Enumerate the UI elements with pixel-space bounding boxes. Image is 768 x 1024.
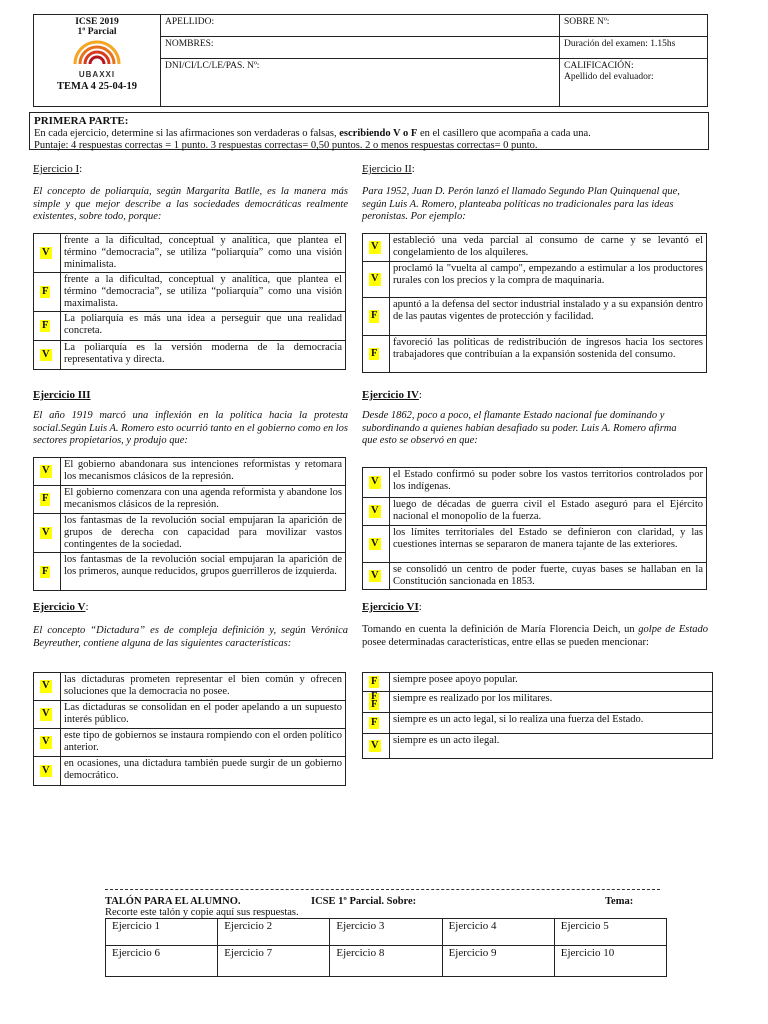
ej6-prompt-c: posee determinadas características, entre ellas se pueden mencionar: xyxy=(362,636,649,648)
talon-sobre: ICSE 1º Parcial. Sobre: xyxy=(311,896,417,907)
ej5-mark-3: V xyxy=(42,736,50,748)
ej6-option-3: siempre es un acto legal, si lo realiza una fuerza del Estado. xyxy=(390,713,713,734)
talon-cell-4[interactable]: Ejercicio 4 xyxy=(442,919,554,946)
dni-field[interactable] xyxy=(161,59,560,107)
ej6-mark-3: F xyxy=(371,716,378,728)
ej4-option-4: se consolidó un centro de poder fuerte, cuyas bases se hallaban en la Constitución sancionada en 1853. xyxy=(390,563,707,590)
ej6-mark-2b: F xyxy=(371,699,378,711)
ej6-options xyxy=(362,672,713,759)
primera-parte-title: PRIMERA PARTE: xyxy=(34,115,129,127)
logo-text: UBAXXI xyxy=(78,69,116,79)
talon-instructions: Recorte este talón y copie aquí sus respuestas. xyxy=(105,907,299,918)
ej2-option-4: favoreció las políticas de redistribución de ingresos hacia los sectores trabajadores que contribuían a la expansión sostenida del consumo. xyxy=(390,336,707,373)
sobre-field[interactable] xyxy=(560,15,708,37)
ej6-prompt-a: Tomando en cuenta la definición de María Florencia Deich, un xyxy=(362,624,639,635)
ej5-options xyxy=(33,672,346,786)
ej1-title xyxy=(33,163,82,176)
ej3-title xyxy=(33,389,91,402)
talon-cell-6[interactable]: Ejercicio 6 xyxy=(106,946,218,977)
calificacion-label: CALIFICACIÓN: xyxy=(564,61,634,72)
ej1-answer-2[interactable] xyxy=(34,273,61,312)
ej1-option-2: frente a la dificultad, conceptual y analítica, que plantea el término “democracia”, se utiliza “poliarquía” como una visión maximalista. xyxy=(61,273,346,312)
ej4-option-1: el Estado confirmó su poder sobre los vastos territorios controlados por los indígenas. xyxy=(390,468,707,498)
ej5-answer-3[interactable] xyxy=(34,729,61,757)
exam-label: 1º Parcial xyxy=(77,27,117,38)
ej4-title xyxy=(362,389,422,402)
ej3-mark-1: V xyxy=(42,465,50,477)
ej5-option-1: las dictaduras prometen representar el bien común y ofrecen soluciones que la democracia no posee. xyxy=(61,673,346,701)
talon-cell-1[interactable]: Ejercicio 1 xyxy=(106,919,218,946)
apellido-field[interactable] xyxy=(161,15,560,37)
ej6-title xyxy=(362,601,422,614)
instr-text-a: En cada ejercicio, determine si las afirmaciones son verdaderas o falsas, xyxy=(34,127,340,139)
ej2-title-text: Ejercicio II xyxy=(362,163,412,175)
ej1-options xyxy=(33,233,346,370)
calificacion-cell xyxy=(560,59,708,107)
ej5-answer-1[interactable] xyxy=(34,673,61,701)
ej2-option-2: proclamó la "vuelta al campo", empezando a estimular a los productores rurales con los precios y la compra de maquinaria. xyxy=(390,262,707,298)
header-table xyxy=(33,14,708,107)
ej5-colon: : xyxy=(85,601,89,613)
ej4-answer-2[interactable] xyxy=(363,498,390,526)
ej3-answer-4[interactable] xyxy=(34,553,61,591)
ej5-answer-2[interactable] xyxy=(34,701,61,729)
ej2-mark-2: V xyxy=(371,273,379,285)
ej6-mark-4: V xyxy=(371,739,379,751)
ej4-option-3: los límites territoriales del Estado se definieron con claridad, y las cuestiones internas se separaron de manera tajante de las exteriores. xyxy=(390,526,707,563)
nombres-label: NOMBRES: xyxy=(165,39,214,50)
tema-label: TEMA 4 25-04-19 xyxy=(57,80,137,92)
duracion-cell xyxy=(560,37,708,59)
duracion-label: Duración del examen: 1.15hs xyxy=(564,39,676,50)
ej4-mark-2: V xyxy=(371,505,379,517)
ej2-mark-4: F xyxy=(371,347,378,359)
talon-cell-5[interactable]: Ejercicio 5 xyxy=(554,919,666,946)
primera-parte-box xyxy=(29,112,709,150)
ej1-colon: : xyxy=(79,163,83,175)
ej4-answer-3[interactable] xyxy=(363,526,390,563)
ej5-option-2: Las dictaduras se consolidan en el poder apelando a un supuesto interés público. xyxy=(61,701,346,729)
ej6-prompt-b: golpe de Estado xyxy=(638,624,709,635)
ej2-colon: : xyxy=(411,163,415,175)
ej1-option-1: frente a la dificultad, conceptual y analítica, que plantea el término “democracia”, se utiliza “poliarquía” como una visión minimalista. xyxy=(61,234,346,273)
ej2-title xyxy=(362,163,415,176)
ej1-mark-1: V xyxy=(42,247,50,259)
ej6-prompt xyxy=(362,624,708,649)
ej5-mark-4: V xyxy=(42,764,50,776)
ej6-title-text: Ejercicio VI xyxy=(362,601,419,613)
talon-cell-7[interactable]: Ejercicio 7 xyxy=(218,946,330,977)
sobre-label: SOBRE Nº: xyxy=(564,17,610,27)
ej3-mark-3: V xyxy=(42,527,50,539)
talon-cell-10[interactable]: Ejercicio 10 xyxy=(554,946,666,977)
ej3-answer-2[interactable] xyxy=(34,486,61,514)
ej2-mark-1: V xyxy=(371,241,379,253)
dni-label: DNI/CI/LC/LE/PAS. Nº: xyxy=(165,61,260,72)
ej4-title-text: Ejercicio IV xyxy=(362,389,419,401)
ej3-mark-2: F xyxy=(42,493,49,505)
instr-text-c: en el casillero que acompaña a cada una. xyxy=(417,127,591,139)
talon-cell-3[interactable]: Ejercicio 3 xyxy=(330,919,442,946)
ej2-options xyxy=(362,233,707,373)
ej5-mark-1: V xyxy=(42,680,50,692)
ej1-answer-3[interactable] xyxy=(34,312,61,341)
ej5-prompt: El concepto “Dictadura” es de compleja definición y, según Verónica Beyreuther, contiene alguna de las siguientes características: xyxy=(33,625,348,649)
ej6-mark-1: F xyxy=(371,675,378,687)
ej2-answer-4[interactable] xyxy=(363,336,390,373)
ej4-option-2: luego de décadas de guerra civil el Estado aseguró para el Ejército nacional el monopolio de la fuerza. xyxy=(390,498,707,526)
ej4-colon: : xyxy=(418,389,422,401)
ej1-prompt: El concepto de poliarquía, según Margarita Batlle, es la manera más simple y que mejor describe a las sociedades democráticas realmente existentes, sobre todo, porque: xyxy=(33,186,348,223)
ej2-answer-1[interactable] xyxy=(363,234,390,262)
ej6-mark-2a: F xyxy=(371,690,378,702)
cut-line xyxy=(105,889,660,890)
ej3-option-1: El gobierno abandonara sus intenciones reformistas y retomara los mecanismos clásicos de la represión. xyxy=(61,458,346,486)
ej1-option-4: La poliarquía es la versión moderna de la democracia representativa y directa. xyxy=(61,341,346,370)
course-label: ICSE 2019 xyxy=(75,17,119,27)
ej4-mark-4: V xyxy=(371,570,379,582)
ej3-prompt: El año 1919 marcó una inflexión en la política hacia la protesta social.Según Luis A. Romero esto ocurrió tanto en el gobierno como en los sectores propietarios, y produjo que: xyxy=(33,410,348,447)
ej4-prompt: Desde 1862, poco a poco, el flamante Estado nacional fue dominando y subordinando a quienes habían desafiado su poder. Luis A. Romero afirma que esto se observó en que: xyxy=(362,410,677,447)
ej6-colon: : xyxy=(418,601,422,613)
talon-table xyxy=(105,918,667,977)
instr-text-b: escribiendo V o F xyxy=(339,127,418,139)
ej3-options xyxy=(33,457,346,591)
ej1-option-3: La poliarquía es más una idea a perseguir que una realidad concreta. xyxy=(61,312,346,341)
ej5-option-3: este tipo de gobiernos se instaura rompiendo con el orden político anterior. xyxy=(61,729,346,757)
apellido-label: APELLIDO: xyxy=(165,17,215,27)
ej1-mark-4: V xyxy=(42,349,50,361)
ej3-option-3: los fantasmas de la revolución social empujaran la aparición de grupos de derecha con capacidad para movilizar vastos contingentes de la sociedad. xyxy=(61,514,346,553)
ej1-mark-2: F xyxy=(42,286,49,298)
ej4-mark-1: V xyxy=(371,476,379,488)
ej6-option-4: siempre es un acto ilegal. xyxy=(390,734,713,759)
ej5-title xyxy=(33,601,89,614)
ej4-answer-1[interactable] xyxy=(363,468,390,498)
ej3-answer-1[interactable] xyxy=(34,458,61,486)
ej6-answer-4[interactable] xyxy=(363,734,390,759)
ej2-option-1: estableció una veda parcial al consumo de carne y se levantó el congelamiento de los alquileres. xyxy=(390,234,707,262)
puntaje-text: Puntaje: 4 respuestas correctas = 1 punto. 3 respuestas correctas= 0,50 puntos. 2 o menos respuestas correctas= 0 punto. xyxy=(34,139,538,151)
ej6-option-2: siempre es realizado por los militares. xyxy=(390,692,713,713)
ej4-mark-3: V xyxy=(371,537,379,549)
ej6-answer-2[interactable] xyxy=(363,692,390,713)
logo-cell xyxy=(34,15,161,107)
ej3-option-4: los fantasmas de la revolución social empujaran la aparición de los primeros, aunque reducidos, grupos guerrilleros de izquierda. xyxy=(61,553,346,591)
ej2-answer-3[interactable] xyxy=(363,298,390,336)
ej5-title-text: Ejercicio V xyxy=(33,601,86,613)
ej2-mark-3: F xyxy=(371,310,378,322)
ej1-answer-1[interactable] xyxy=(34,234,61,273)
ubaxxi-logo-icon xyxy=(71,38,123,66)
primera-instructions xyxy=(34,128,704,140)
nombres-field[interactable] xyxy=(161,37,560,59)
ej6-answer-3[interactable] xyxy=(363,713,390,734)
ej1-mark-3: F xyxy=(42,320,49,332)
ej3-option-2: El gobierno comenzara con una agenda reformista y abandone los mecanismos clásicos de la represión. xyxy=(61,486,346,514)
talon-cell-2[interactable]: Ejercicio 2 xyxy=(218,919,330,946)
ej2-answer-2[interactable] xyxy=(363,262,390,298)
ej4-answer-4[interactable] xyxy=(363,563,390,590)
ej1-title-text: Ejercicio I xyxy=(33,163,80,175)
ej3-title-text: Ejercicio III xyxy=(33,389,91,401)
ej2-prompt: Para 1952, Juan D. Perón lanzó el llamado Segundo Plan Quinquenal que, según Luis A. Romero, planteaba políticas no tradicionales para las ideas peronistas. Por ejemplo: xyxy=(362,186,680,223)
ej5-answer-4[interactable] xyxy=(34,757,61,786)
ej4-options xyxy=(362,467,707,590)
evaluador-label: Apellido del evaluador: xyxy=(564,72,654,83)
ej6-answer-1[interactable] xyxy=(363,673,390,692)
ej6-option-1: siempre posee apoyo popular. xyxy=(390,673,713,692)
ej3-answer-3[interactable] xyxy=(34,514,61,553)
talon-title: TALÓN PARA EL ALUMNO. xyxy=(105,896,241,907)
ej5-option-4: en ocasiones, una dictadura también puede surgir de un gobierno democrático. xyxy=(61,757,346,786)
talon-tema: Tema: xyxy=(605,896,634,907)
talon-cell-9[interactable]: Ejercicio 9 xyxy=(442,946,554,977)
ej1-answer-4[interactable] xyxy=(34,341,61,370)
talon-cell-8[interactable]: Ejercicio 8 xyxy=(330,946,442,977)
ej2-option-3: apuntó a la defensa del sector industrial instalado y a su expansión dentro de las pautas vigentes de protección y facilidad. xyxy=(390,298,707,336)
ej6-mark-2 xyxy=(369,690,379,711)
ej3-mark-4: F xyxy=(42,565,49,577)
ej5-mark-2: V xyxy=(42,708,50,720)
